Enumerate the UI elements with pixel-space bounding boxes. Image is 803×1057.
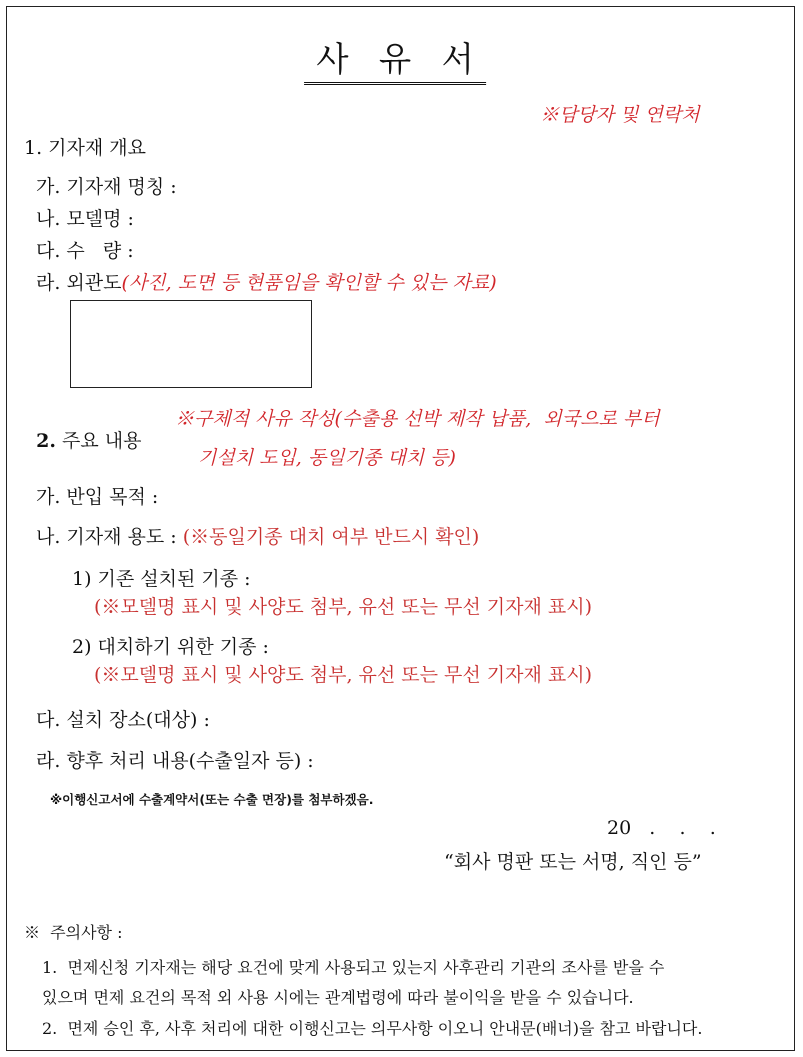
import-purpose-label: 가. 반입 목적 : — [36, 486, 159, 508]
contact-note: ※담당자 및 연락처 — [540, 104, 700, 126]
model-name-label: 나. 모델명 : — [36, 208, 134, 230]
date-line: 20 . . . — [607, 817, 716, 839]
section2-title: 주요 내용 — [61, 430, 142, 452]
appearance-label: 라. 외관도 — [36, 272, 122, 294]
signature-note: “회사 명판 또는 서명, 직인 등” — [444, 851, 702, 873]
replacement-model-note: (※모델명 표시 및 사양도 첨부, 유선 또는 무선 기자재 표시) — [94, 664, 593, 686]
section2-heading — [24, 404, 141, 453]
equipment-use-label: 나. 기자재 용도 : — [36, 526, 177, 548]
attachment-note: ※이행신고서에 수출계약서(또는 수출 면장)를 첨부하겠음. — [50, 792, 374, 807]
quantity-label: 다. 수 량 : — [36, 240, 134, 262]
existing-model-label: 1) 기존 설치된 기종 : — [72, 568, 251, 590]
existing-model-note: (※모델명 표시 및 사양도 첨부, 유선 또는 무선 기자재 표시) — [94, 596, 593, 618]
section2-note-line2: 기설치 도입, 동일기종 대치 등) — [198, 447, 456, 469]
section2-number: 2. — [36, 430, 56, 452]
replacement-model-label: 2) 대치하기 위한 기종 : — [72, 636, 269, 658]
appearance-image-box — [70, 300, 312, 388]
document-title: 사 유 서 — [304, 40, 485, 85]
cautions-heading: ※ 주의사항 : — [24, 923, 123, 942]
caution-item1-line1: 1. 면제신청 기자재는 해당 요건에 맞게 사용되고 있는지 사후관리 기관의 조사를 받을 수 — [42, 958, 665, 977]
caution-item2: 2. 면제 승인 후, 사후 처리에 대한 이행신고는 의무사항 이오니 안내문(배너)을 참고 바랍니다. — [42, 1019, 703, 1038]
equipment-name-label: 가. 기자재 명칭 : — [36, 176, 177, 198]
document-title-wrap — [0, 40, 790, 85]
caution-item1-line2: 있으며 면제 요건의 목적 외 사용 시에는 관계법령에 따라 불이익을 받을 수 있습니다. — [42, 988, 634, 1007]
equipment-use-note: (※동일기종 대치 여부 반드시 확인) — [182, 526, 480, 548]
section1-heading: 1. 기자재 개요 — [24, 137, 146, 159]
future-processing-label: 라. 향후 처리 내용(수출일자 등) : — [36, 750, 314, 772]
install-location-label: 다. 설치 장소(대상) : — [36, 709, 210, 731]
appearance-row — [36, 268, 497, 295]
appearance-note: (사진, 도면 등 현품임을 확인할 수 있는 자료) — [121, 272, 497, 294]
equipment-use-row — [36, 522, 479, 549]
section2-note-line1: ※구체적 사유 작성(수출용 선박 제작 납품, 외국으로 부터 — [175, 408, 660, 430]
